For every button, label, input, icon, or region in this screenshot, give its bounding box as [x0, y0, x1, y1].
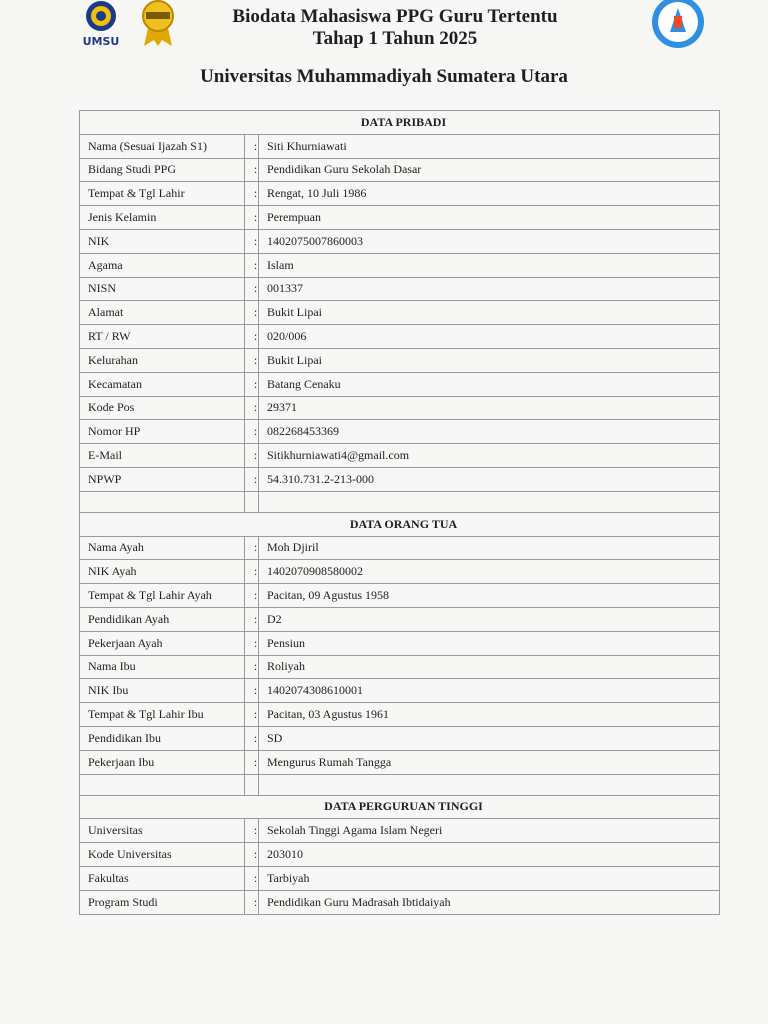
table-row: [80, 253, 720, 277]
field-value: Bukit Lipai: [259, 348, 720, 372]
field-separator: :: [245, 560, 259, 584]
field-label: Jenis Kelamin: [80, 206, 245, 230]
tut-wuri-handayani-logo: [640, 0, 716, 56]
field-label: NPWP: [80, 467, 245, 491]
table-row: [80, 301, 720, 325]
field-value: Pendidikan Guru Sekolah Dasar: [259, 158, 720, 182]
field-label: Nama Ibu: [80, 655, 245, 679]
table-row: [80, 703, 720, 727]
field-value: Roliyah: [259, 655, 720, 679]
field-label: Tempat & Tgl Lahir: [80, 182, 245, 206]
field-value: Bukit Lipai: [259, 301, 720, 325]
field-value: Pacitan, 09 Agustus 1958: [259, 584, 720, 608]
field-separator: :: [245, 679, 259, 703]
table-row: [80, 679, 720, 703]
field-separator: :: [245, 631, 259, 655]
field-label: Pekerjaan Ibu: [80, 750, 245, 774]
section-header-pribadi: DATA PRIBADI: [80, 111, 720, 135]
field-separator: :: [245, 420, 259, 444]
table-row: [80, 158, 720, 182]
field-value: Siti Khurniawati: [259, 134, 720, 158]
table-row: [80, 890, 720, 914]
field-separator: :: [245, 253, 259, 277]
table-row: [80, 420, 720, 444]
field-value: Tarbiyah: [259, 866, 720, 890]
table-row: [80, 819, 720, 843]
field-value: 1402075007860003: [259, 229, 720, 253]
field-label: Nomor HP: [80, 420, 245, 444]
field-separator: :: [245, 396, 259, 420]
field-separator: :: [245, 277, 259, 301]
table-row: [80, 584, 720, 608]
section-header-pt: DATA PERGURUAN TINGGI: [80, 795, 720, 819]
field-separator: :: [245, 467, 259, 491]
field-label: Pekerjaan Ayah: [80, 631, 245, 655]
field-value: Pendidikan Guru Madrasah Ibtidaiyah: [259, 890, 720, 914]
field-label: Agama: [80, 253, 245, 277]
field-separator: :: [245, 866, 259, 890]
field-separator: :: [245, 206, 259, 230]
field-value: D2: [259, 607, 720, 631]
table-row: [80, 348, 720, 372]
field-value: Mengurus Rumah Tangga: [259, 750, 720, 774]
field-value: 29371: [259, 396, 720, 420]
field-label: Kode Pos: [80, 396, 245, 420]
field-value: SD: [259, 726, 720, 750]
biodata-table: [79, 110, 720, 915]
field-value: Perempuan: [259, 206, 720, 230]
field-value: Pacitan, 03 Agustus 1961: [259, 703, 720, 727]
field-separator: :: [245, 703, 259, 727]
section-header-orangtua: DATA ORANG TUA: [80, 512, 720, 536]
field-label: NIK: [80, 229, 245, 253]
field-value: Sekolah Tinggi Agama Islam Negeri: [259, 819, 720, 843]
field-value: Moh Djiril: [259, 536, 720, 560]
field-label: Universitas: [80, 819, 245, 843]
table-row: [80, 206, 720, 230]
field-label: NIK Ayah: [80, 560, 245, 584]
svg-text:UMSU: UMSU: [82, 35, 120, 48]
blank-cell: [80, 491, 245, 512]
field-value: 1402074308610001: [259, 679, 720, 703]
field-label: Fakultas: [80, 866, 245, 890]
blank-row: [80, 774, 720, 795]
table-row: [80, 726, 720, 750]
field-separator: :: [245, 372, 259, 396]
field-separator: :: [245, 134, 259, 158]
blank-cell: [259, 491, 720, 512]
field-label: Nama (Sesuai Ijazah S1): [80, 134, 245, 158]
field-label: Nama Ayah: [80, 536, 245, 560]
field-separator: :: [245, 182, 259, 206]
field-separator: :: [245, 348, 259, 372]
field-value: 082268453369: [259, 420, 720, 444]
field-value: 203010: [259, 843, 720, 867]
field-separator: :: [245, 726, 259, 750]
field-separator: :: [245, 750, 259, 774]
field-label: E-Mail: [80, 444, 245, 468]
title-line-1: Biodata Mahasiswa PPG Guru Tertentu: [232, 6, 558, 27]
field-separator: :: [245, 843, 259, 867]
field-value: Batang Cenaku: [259, 372, 720, 396]
unggul-badge-icon: [136, 0, 180, 48]
table-row: [80, 536, 720, 560]
field-value: 54.310.731.2-213-000: [259, 467, 720, 491]
table-row: [80, 325, 720, 349]
table-row: [80, 467, 720, 491]
document-title: [190, 6, 600, 50]
table-row: [80, 372, 720, 396]
field-value: Pensiun: [259, 631, 720, 655]
field-value: 001337: [259, 277, 720, 301]
field-separator: :: [245, 158, 259, 182]
field-separator: :: [245, 819, 259, 843]
field-label: Kelurahan: [80, 348, 245, 372]
field-label: RT / RW: [80, 325, 245, 349]
field-label: NISN: [80, 277, 245, 301]
table-row: [80, 655, 720, 679]
table-row: [80, 396, 720, 420]
blank-cell: [245, 774, 259, 795]
field-label: Tempat & Tgl Lahir Ayah: [80, 584, 245, 608]
field-separator: :: [245, 325, 259, 349]
field-label: NIK Ibu: [80, 679, 245, 703]
field-separator: :: [245, 890, 259, 914]
field-label: Kecamatan: [80, 372, 245, 396]
field-separator: :: [245, 229, 259, 253]
field-value: Islam: [259, 253, 720, 277]
blank-cell: [80, 774, 245, 795]
field-label: Pendidikan Ayah: [80, 607, 245, 631]
table-row: [80, 444, 720, 468]
field-label: Alamat: [80, 301, 245, 325]
table-row: [80, 843, 720, 867]
table-row: [80, 134, 720, 158]
table-row: [80, 560, 720, 584]
blank-cell: [259, 774, 720, 795]
field-label: Bidang Studi PPG: [80, 158, 245, 182]
field-separator: :: [245, 655, 259, 679]
table-row: [80, 631, 720, 655]
field-label: Tempat & Tgl Lahir Ibu: [80, 703, 245, 727]
field-value: 1402070908580002: [259, 560, 720, 584]
table-row: [80, 866, 720, 890]
umsu-logo: [78, 0, 124, 52]
table-row: [80, 750, 720, 774]
title-line-2: Tahap 1 Tahun 2025: [312, 28, 478, 49]
university-name: Universitas Muhammadiyah Sumatera Utara: [200, 66, 568, 87]
field-value: 020/006: [259, 325, 720, 349]
field-value: Rengat, 10 Juli 1986: [259, 182, 720, 206]
table-row: [80, 229, 720, 253]
blank-row: [80, 491, 720, 512]
field-separator: :: [245, 607, 259, 631]
table-row: [80, 277, 720, 301]
field-separator: :: [245, 301, 259, 325]
table-row: [80, 607, 720, 631]
field-label: Program Studi: [80, 890, 245, 914]
field-separator: :: [245, 584, 259, 608]
field-separator: :: [245, 536, 259, 560]
blank-cell: [245, 491, 259, 512]
field-label: Kode Universitas: [80, 843, 245, 867]
field-separator: :: [245, 444, 259, 468]
field-value: Sitikhurniawati4@gmail.com: [259, 444, 720, 468]
field-label: Pendidikan Ibu: [80, 726, 245, 750]
table-row: [80, 182, 720, 206]
